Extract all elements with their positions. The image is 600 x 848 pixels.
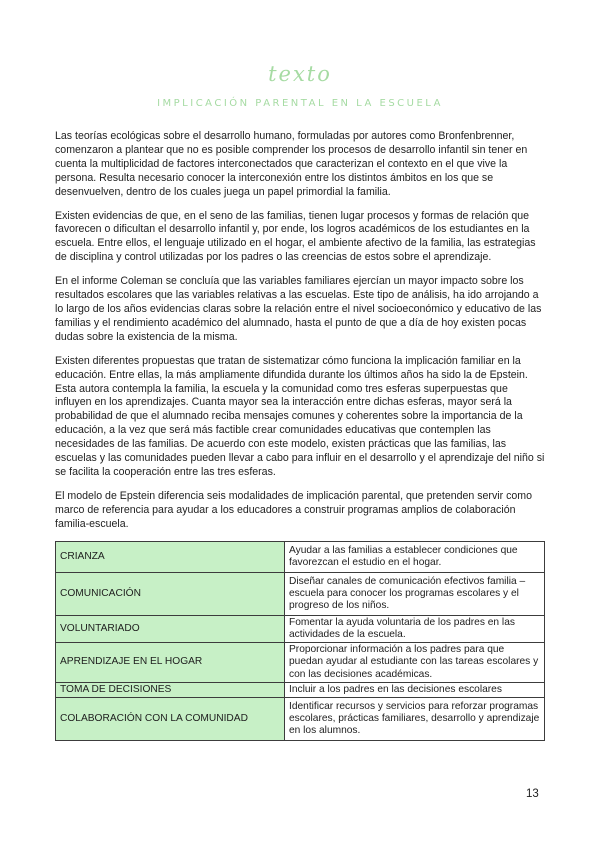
mode-label: APRENDIZAJE EN EL HOGAR [56, 643, 285, 683]
table-row [56, 573, 545, 616]
mode-label: COMUNICACIÓN [56, 573, 285, 616]
mode-label: COLABORACIÓN CON LA COMUNIDAD [56, 698, 285, 741]
body-text [55, 130, 545, 542]
table-row [56, 683, 545, 698]
mode-description: Ayudar a las familias a establecer condiciones que favorezcan el estudio en el hogar. [285, 542, 545, 573]
mode-description: Identificar recursos y servicios para reforzar programas escolares, prácticas familiares, desarrollo y aprendizaje en los alumnos. [285, 698, 545, 741]
table-row [56, 542, 545, 573]
paragraph: Existen diferentes propuestas que tratan de sistematizar cómo funciona la implicación familiar en la educación. Entre ellas, la más ampliamente difundida durante los últimos años ha sido la de Epstein. Esta autora contempla la familia, la escuela y la comunidad como tres esferas superpuestas que influyen en los aprendizajes. Cuanta mayor sea la interacción entre dichas esferas, mayor será la probabilidad de que el alumnado reciba mensajes comunes y coherentes sobre la importancia de la educación, a la vez que será más factible crear comunidades educativas que contemplen las necesidades de las familias. De acuerdo con este modelo, existen prácticas que las familias, las escuelas y las comunidades pueden llevar a cabo para influir en el desarrollo y el aprendizaje del niño si se facilita la cooperación entre las tres esferas. [55, 354, 545, 478]
table-row [56, 643, 545, 683]
mode-description: Incluir a los padres en las decisiones escolares [285, 683, 545, 698]
mode-label: TOMA DE DECISIONES [56, 683, 285, 698]
involvement-modes-table [55, 541, 545, 741]
mode-description: Proporcionar información a los padres para que puedan ayudar al estudiante con las tareas escolares y con las decisiones académicas. [285, 643, 545, 683]
paragraph: En el informe Coleman se concluía que las variables familiares ejercían un mayor impacto sobre los resultados escolares que las variables relativas a las escuelas. Este tipo de análisis, ha ido arrojando a lo largo de los años evidencias claras sobre la relación entre el nivel socioeconómico y educativo de las familias y el rendimiento académico del alumnado, hasta el punto de que a día de hoy existen pocas dudas sobre la existencia de la misma. [55, 275, 542, 343]
page-subtitle: IMPLICACIÓN PARENTAL EN LA ESCUELA [157, 98, 443, 109]
page-number: 13 [526, 788, 539, 800]
mode-label: VOLUNTARIADO [56, 616, 285, 643]
table-row [56, 616, 545, 643]
mode-description: Diseñar canales de comunicación efectivos familia – escuela para conocer los programas escolares y el progreso de los niños. [285, 573, 545, 616]
mode-description: Fomentar la ayuda voluntaria de los padres en las actividades de la escuela. [285, 616, 545, 643]
page-title: texto [268, 62, 332, 86]
paragraph: Las teorías ecológicas sobre el desarrollo humano, formuladas por autores como Bronfenbrenner, comenzaron a plantear que no es posible comprender los procesos de desarrollo infantil sin tener en cuenta la multiplicidad de factores interconectados que caracterizan el contexto en el que vive la persona. Resulta necesario conocer la interconexión entre los distintos ámbitos en los que se desenvuelven, dentro de los cuales juega un papel primordial la familia. [55, 130, 528, 198]
paragraph: El modelo de Epstein diferencia seis modalidades de implicación parental, que pretenden servir como marco de referencia para ayudar a los educadores a construir programas amplios de colaboración familia-escuela. [55, 489, 532, 530]
table-row [56, 698, 545, 741]
paragraph: Existen evidencias de que, en el seno de las familias, tienen lugar procesos y formas de relación que favorecen o dificultan el desarrollo infantil y, por ende, los logros académicos de los estudiantes en la escuela. Entre ellos, el lenguaje utilizado en el hogar, el ambiente afectivo de la familia, las estrategias de disciplina y control utilizadas por los padres o las creencias de estos sobre el aprendizaje. [55, 209, 536, 264]
mode-label: CRIANZA [56, 542, 285, 573]
